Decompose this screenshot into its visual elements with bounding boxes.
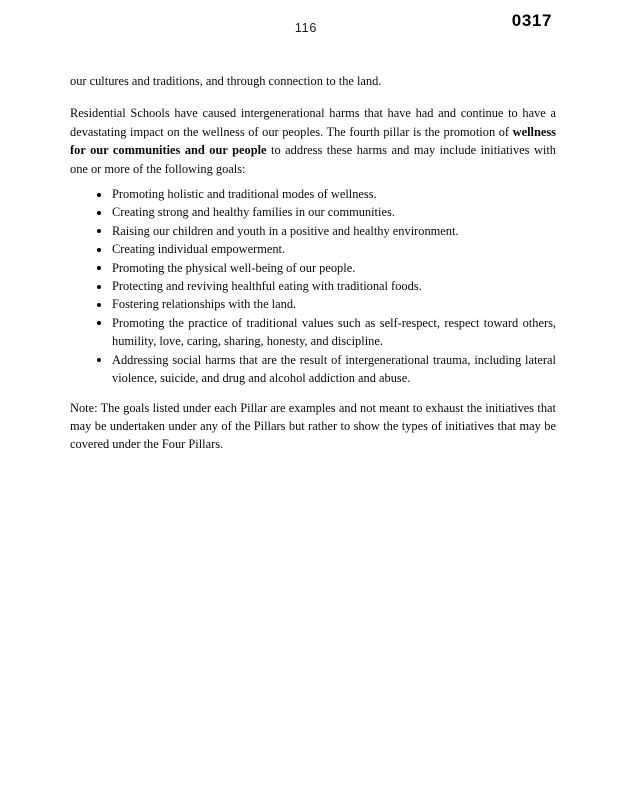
pillar-paragraph	[70, 104, 556, 178]
bates-stamp-number: 0317	[511, 11, 552, 30]
page-number: 116	[294, 21, 318, 35]
page-body	[70, 72, 556, 454]
goal-item	[70, 295, 556, 313]
goal-text: Promoting holistic and traditional modes of wellness.	[112, 187, 377, 202]
note-paragraph: Note: The goals listed under each Pillar are examples and not meant to exhaust the initiatives that may be undertaken under any of the Pillars but rather to show the types of initiatives that may be covered under the Four Pillars.	[70, 400, 556, 452]
goal-text: Protecting and reviving healthful eating with traditional foods.	[112, 279, 422, 294]
goal-item	[70, 277, 556, 295]
goal-text: Fostering relationships with the land.	[112, 297, 297, 312]
goal-text: Creating strong and healthy families in our communities.	[112, 205, 395, 220]
bullet-icon	[97, 266, 101, 270]
pillar-bold-text: wellness for our communities and our people	[70, 124, 556, 158]
bullet-icon	[97, 303, 101, 307]
goal-item	[70, 240, 556, 258]
bullet-icon	[97, 193, 101, 197]
goal-item	[70, 259, 556, 277]
bullet-icon	[97, 285, 101, 289]
goal-item	[70, 185, 556, 203]
goals-list	[70, 185, 556, 387]
goal-text: Creating individual empowerment.	[112, 242, 286, 257]
goal-text: Raising our children and youth in a positive and healthy environment.	[112, 223, 459, 238]
bullet-icon	[97, 211, 101, 215]
goal-item	[70, 351, 556, 388]
bullet-icon	[97, 248, 101, 252]
pillar-text-after-bold: to address these harms and may include initiatives with one or more of the following goals:	[70, 143, 556, 176]
pillar-text-before-bold: Residential Schools have caused intergenerational harms that have had and continue to have a devastating impact on the wellness of our peoples. The fourth pillar is the promotion of	[70, 106, 556, 139]
goal-text: Promoting the practice of traditional values such as self-respect, respect toward others, humility, love, caring, sharing, honesty, and discipline.	[112, 315, 556, 349]
goal-item	[70, 203, 556, 221]
bullet-icon	[97, 321, 101, 325]
goal-text: Promoting the physical well-being of our people.	[112, 260, 356, 275]
bullet-icon	[97, 358, 101, 362]
goal-item	[70, 314, 556, 351]
continuation-paragraph: our cultures and traditions, and through connection to the land.	[70, 74, 382, 88]
goal-item	[70, 222, 556, 240]
bullet-icon	[97, 229, 101, 233]
goal-text: Addressing social harms that are the result of intergenerational trauma, including lateral violence, suicide, and drug and alcohol addiction and abuse.	[112, 352, 556, 386]
